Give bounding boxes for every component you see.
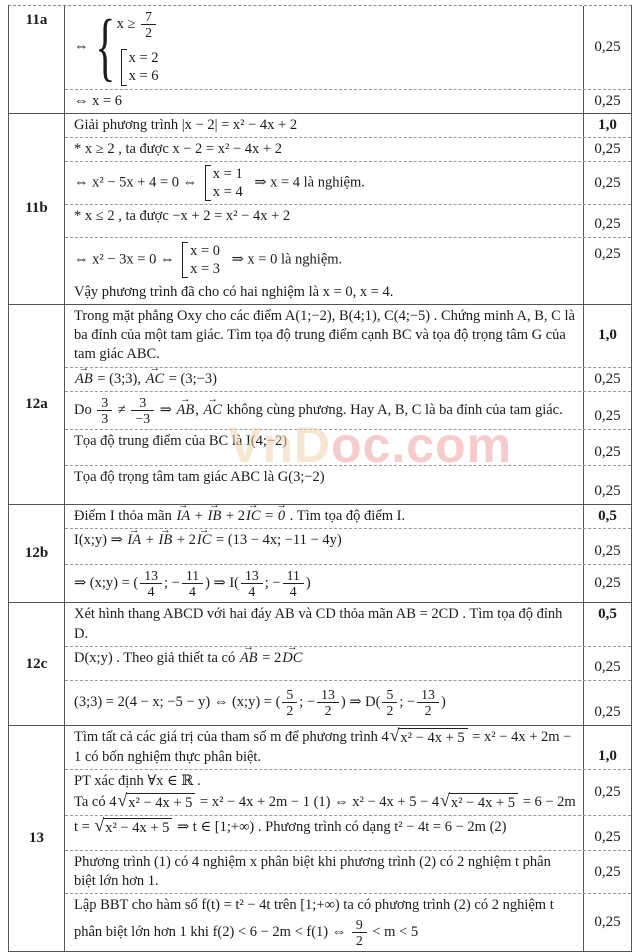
rows-13 xyxy=(65,726,631,951)
answer-row xyxy=(65,6,631,90)
question-label-11a xyxy=(9,6,65,113)
question-label-11b xyxy=(9,114,65,305)
points-value: 0,25 xyxy=(583,90,631,113)
question-label-13 xyxy=(9,726,65,951)
section-13 xyxy=(9,726,631,951)
row-content xyxy=(65,162,583,204)
answer-row xyxy=(65,90,631,113)
points-value: 1,0 xyxy=(583,305,631,366)
math-line: * x ≤ 2 , ta được −x + 2 = x² − 4x + 2 xyxy=(74,208,291,225)
math-line: PT xác định ∀x ∈ ℝ . xyxy=(74,772,201,789)
points-value: 0,25 xyxy=(583,565,631,602)
points-value: 0,25 xyxy=(583,205,631,237)
answer-row xyxy=(65,138,631,162)
question-label-12a xyxy=(9,305,65,504)
answer-row xyxy=(65,505,631,529)
math-line: Lập BBT cho hàm số f(t) = t² − 4t trên [1;+∞) ta có phương trình (2) có 2 nghiệm t phân biệt lớn hơn 1 khi f(2) < 6 − 2m < f(1) ⇔ $\frac{9}{2}$ < m < 5 xyxy=(74,897,554,948)
row-content xyxy=(65,430,583,465)
points-value: 0,25 xyxy=(583,770,631,815)
math-line: Điểm I thỏa mãn IA → + IB → + 2IC → = 0 → . Tìm tọa độ điểm I. xyxy=(74,507,576,526)
points-value: 0,25 xyxy=(583,238,631,304)
answer-row xyxy=(65,726,631,770)
points-value: 0,25 xyxy=(583,162,631,204)
points-value: 0,5 xyxy=(583,603,631,645)
math-line: Vậy phương trình đã cho có hai nghiệm là x = 0, x = 4. xyxy=(74,283,394,300)
answer-row xyxy=(65,851,631,894)
question-number: 13 xyxy=(29,829,44,846)
math-line: Trong mặt phẳng Oxy cho các điểm A(1;−2), B(4;1), C(4;−5) . Chứng minh A, B, C là ba đỉnh của một tam giác. Tìm tọa độ trung điểm cạnh BC và tọa độ trọng tâm G của tam giác ABC. xyxy=(74,308,575,363)
answer-row xyxy=(65,114,631,138)
question-label-12b xyxy=(9,505,65,602)
rows-12a xyxy=(65,305,631,504)
math-line: t = √ x² − 4x + 5 ⇒ t ∈ [1;+∞) . Phương trình có dạng t² − 4t = 6 − 2m (2) xyxy=(74,818,576,838)
row-content xyxy=(65,894,583,950)
math-line: Do $\frac{3}{3}$ ≠ $\frac{3}{-3}$ ⇒ AB →, AC → không cùng phương. Hay A, B, C là ba đỉnh của tam giác. xyxy=(74,394,576,427)
row-content xyxy=(65,647,583,680)
math-line: ⇔ { x ≥ $\frac{7}{2}$ x = 2 x = 6 xyxy=(74,8,576,87)
points-value: 1,0 xyxy=(583,114,631,137)
answer-row xyxy=(65,770,631,816)
row-content xyxy=(65,392,583,429)
question-number: 11b xyxy=(25,200,48,217)
question-number: 12c xyxy=(25,655,48,672)
watermark-text-right: oc.com xyxy=(331,417,513,473)
math-line: ⇔ x² − 5x + 4 = 0 ⇔ x = 1 x = 4 ⇒ x = 4 là nghiệm. xyxy=(74,164,576,202)
row-content xyxy=(65,565,583,602)
answer-row xyxy=(65,205,631,238)
answer-row xyxy=(65,529,631,565)
question-number: 11a xyxy=(25,12,48,28)
answer-row xyxy=(65,816,631,851)
row-content xyxy=(65,681,583,725)
answer-row xyxy=(65,430,631,466)
row-content xyxy=(65,529,583,564)
points-value: 0,25 xyxy=(583,816,631,850)
math-line: Phương trình (1) có 4 nghiệm x phân biệt khi phương trình (2) có 2 nghiệm t phân biệt lớn hơn 1. xyxy=(74,854,551,890)
points-value: 0,25 xyxy=(583,430,631,465)
rows-11b xyxy=(65,114,631,305)
watermark-text-left: VnD xyxy=(228,417,331,473)
answer-row xyxy=(65,565,631,602)
math-line: Giải phương trình |x − 2| = x² − 4x + 2 xyxy=(74,116,298,133)
section-11a xyxy=(9,6,631,114)
points-value: 0,25 xyxy=(583,647,631,680)
row-content xyxy=(65,114,583,137)
points-value: 0,25 xyxy=(583,529,631,564)
answer-row xyxy=(65,681,631,725)
points-value: 0,5 xyxy=(583,505,631,528)
row-content xyxy=(65,6,583,89)
row-content xyxy=(65,368,583,391)
math-line: AB → = (3;3), AC → = (3;−3) xyxy=(74,370,576,389)
math-line: Tọa độ trọng tâm tam giác ABC là G(3;−2) xyxy=(74,469,325,485)
answer-row xyxy=(65,603,631,646)
answer-row xyxy=(65,647,631,681)
rows-11a xyxy=(65,6,631,113)
points-value: 0,25 xyxy=(583,681,631,725)
answer-row xyxy=(65,894,631,950)
row-content xyxy=(65,305,583,366)
points-value: 0,25 xyxy=(583,6,631,89)
points-value: 0,25 xyxy=(583,894,631,950)
math-line: I(x;y) ⇒ IA → + IB → + 2IC → = (13 − 4x; −11 − 4y) xyxy=(74,531,576,550)
math-line: ⇔ x = 6 xyxy=(74,92,123,109)
math-line: Xét hình thang ABCD với hai đáy AB và CD thỏa mãn AB = 2CD . Tìm tọa độ đỉnh D. xyxy=(74,606,563,642)
row-content xyxy=(65,505,583,528)
grading-table xyxy=(8,5,632,952)
math-line: ⇒ (x;y) = ( $\frac{13}{4}$ ; − $\frac{11}{4}$ ) ⇒ I( $\frac{13}{4}$ ; − $\frac{11}{4}$ ) xyxy=(74,568,311,600)
math-line: Ta có 4 √ x² − 4x + 5 = x² − 4x + 2m − 1 (1) ⇔ x² − 4x + 5 − 4 √ x² − 4x + 5 = 6 − 2m xyxy=(74,793,576,813)
section-12a xyxy=(9,305,631,505)
question-number: 12b xyxy=(24,545,49,562)
math-line: (3;3) = 2(4 − x; −5 − y) ⇔ (x;y) = ( $\frac{5}{2}$ ; − $\frac{13}{2}$ ) ⇒ D( $\frac{5}{2}$ ; − $\frac{13}{2}$ ) xyxy=(74,687,446,719)
points-value: 0,25 xyxy=(583,368,631,391)
math-line: D(x;y) . Theo giả thiết ta có AB → = 2DC → xyxy=(74,649,576,668)
points-value: 0,25 xyxy=(583,138,631,161)
row-content xyxy=(65,138,583,161)
answer-row xyxy=(65,162,631,205)
row-content xyxy=(65,205,583,237)
points-value: 0,25 xyxy=(583,466,631,504)
row-content xyxy=(65,603,583,645)
math-line: Tìm tất cả các giá trị của tham số m để phương trình 4 √ x² − 4x + 5 = x² − 4x + 2m − 1 có bốn nghiệm thực phân biệt. xyxy=(74,728,576,767)
points-value: 1,0 xyxy=(583,726,631,769)
math-line: * x ≥ 2 , ta được x − 2 = x² − 4x + 2 xyxy=(74,140,282,157)
section-11b xyxy=(9,114,631,306)
row-content xyxy=(65,238,583,304)
row-content xyxy=(65,851,583,893)
math-line: Tọa độ trung điểm của BC là I(4;−2) xyxy=(74,433,288,449)
row-content xyxy=(65,770,583,815)
section-12b xyxy=(9,505,631,603)
rows-12c xyxy=(65,603,631,724)
answer-row xyxy=(65,392,631,430)
answer-row xyxy=(65,238,631,304)
math-line: ⇔ x² − 3x = 0 ⇔ x = 0 x = 3 ⇒ x = 0 là nghiệm. xyxy=(74,241,576,279)
answer-row xyxy=(65,368,631,392)
row-content xyxy=(65,726,583,769)
question-number: 12a xyxy=(25,396,48,413)
answer-row xyxy=(65,466,631,504)
question-label-12c xyxy=(9,603,65,724)
section-12c xyxy=(9,603,631,725)
row-content xyxy=(65,816,583,850)
row-content xyxy=(65,466,583,504)
row-content xyxy=(65,90,583,113)
rows-12b xyxy=(65,505,631,602)
answer-row xyxy=(65,305,631,367)
points-value: 0,25 xyxy=(583,851,631,893)
points-value: 0,25 xyxy=(583,392,631,429)
